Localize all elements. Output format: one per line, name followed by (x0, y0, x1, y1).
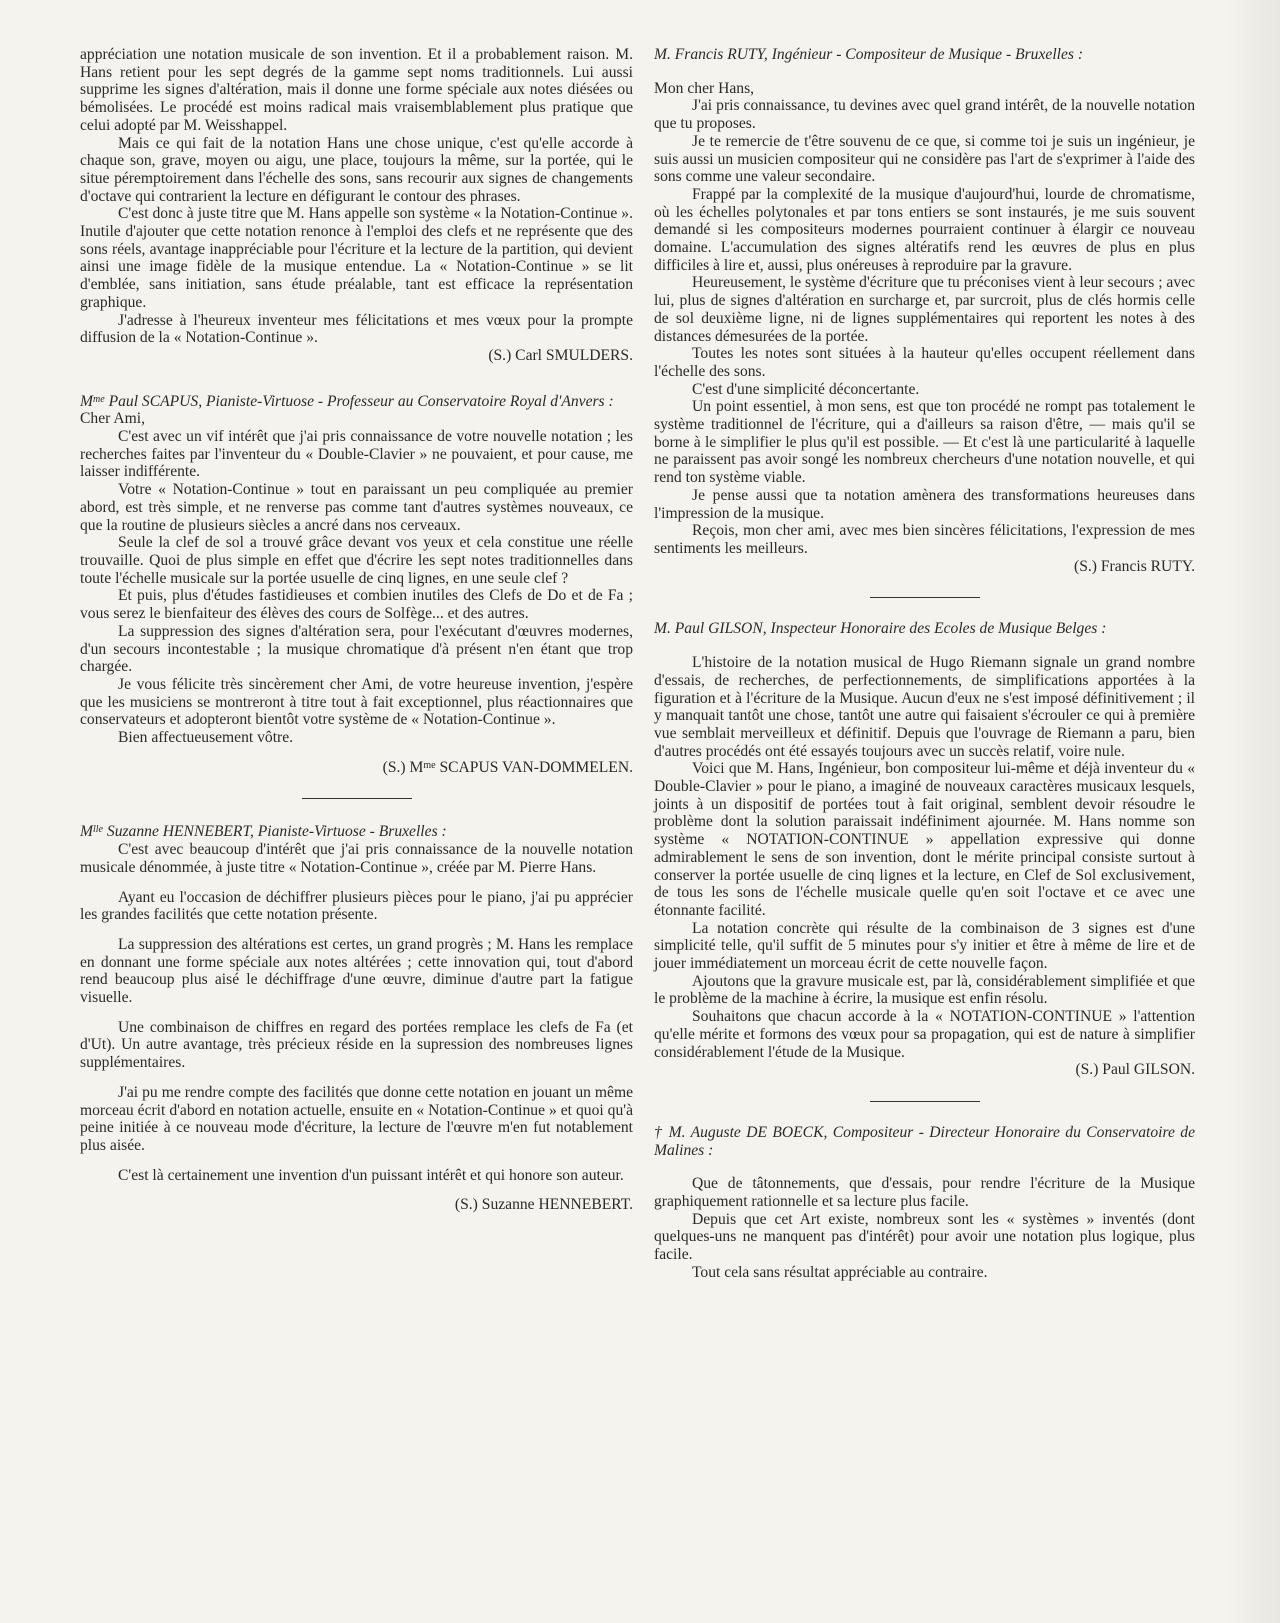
paragraph: C'est là certainement une invention d'un puissant intérêt et qui honore son auteur. (118, 1166, 624, 1184)
paragraph: Toutes les notes sont situées à la hauteur qu'elles occupent réellement dans l'échelle des sons. (654, 345, 1195, 380)
paragraph: Je pense aussi que ta notation amènera des transformations heureuses dans l'impression de la musique. (654, 486, 1195, 522)
right-column (654, 46, 1195, 1282)
paragraph: Je vous félicite très sincèrement cher Ami, de votre heureuse invention, j'espère que les musiciens se montreront à titre tout à fait exceptionnel, plus réactionnaires que conservateurs et adopteront bientôt votre système de « Notation-Continue ». (80, 675, 633, 729)
signature: (S.) Carl SMULDERS. (488, 346, 633, 364)
paragraph: La notation concrète qui résulte de la combinaison de 3 signes est d'une simplicité telle, qu'il suffit de 5 minutes pour s'y initier et être à même de lire et de jouer immédiatement un morceau écrit de cette nouvelle façon. (654, 919, 1195, 973)
signature: (S.) Suzanne HENNEBERT. (454, 1196, 633, 1214)
salutation: Mon cher Hans, (654, 79, 755, 97)
paragraph: J'adresse à l'heureux inventeur mes félicitations et mes vœux pour la prompte diffusion de la « Notation-Continue ». (80, 311, 633, 347)
paragraph: C'est avec beaucoup d'intérêt que j'ai pris connaissance de la nouvelle notation musicale dénommée, à juste titre « Notation-Continue », créée par M. Pierre Hans. (80, 841, 633, 876)
paragraph: J'ai pu me rendre compte des facilités que donne cette notation en jouant un même morceau écrit d'abord en notation actuelle, ensuite en « Notation-Continue » et quoi qu'à peine initiée à ce nouveau mode d'écriture, la lecture de l'œuvre m'en fut notablement plus aisée. (80, 1083, 633, 1154)
paragraph: Seule la clef de sol a trouvé grâce devant vos yeux et cela constitue une réelle trouvaille. Quoi de plus simple en effet que d'écrire les sept notes traditionnelles dans toute l'échelle musicale sur la portée usuelle de cinq lignes, en une seule clef ? (80, 534, 633, 587)
letter-heading-scapus: $M^{me}$ Paul SCAPUS, Pianiste-Virtuose - Professeur au Conservatoire Royal d'Anvers : (80, 392, 614, 410)
paragraph: C'est d'une simplicité déconcertante. (692, 380, 920, 398)
paragraph: L'histoire de la notation musical de Hugo Riemann signale un grand nombre d'essais, de recherches, de perfectionnements, de simplifications apportées à la figuration et à l'écriture de la Musique. Aucun d'eux ne s'est imposé définitivement ; il y manquait tantôt une chose, tantôt une autre qui faisaient s'écrouler ce qui à première vue semblait merveilleux et définitif. Depuis que l'ouvrage de Riemann a paru, bien d'autres procédés ont été essayés toujours avec un succès relatif, voire nule. (654, 654, 1195, 760)
signature: (S.) Paul GILSON. (1075, 1061, 1195, 1079)
paragraph: C'est avec un vif intérêt que j'ai pris connaissance de votre nouvelle notation ; les recherches faites par l'inventeur du « Double-Clavier » ne pouvaient, et pour cause, me laisser indifférente. (80, 428, 633, 481)
paragraph: Un point essentiel, à mon sens, est que ton procédé ne rompt pas totalement le système traditionnel de l'écriture, qui a d'ailleurs sa raison d'être, — mais qu'il se borne à le simplifier le plus qu'il est possible. — Et c'est là une particularité à laquelle ne paraissent pas avoir songé les nombreux chercheurs d'une notation nouvelle, et qui rend ton système viable. (654, 398, 1195, 487)
letter-heading-ruty: M. Francis RUTY, Ingénieur - Compositeur de Musique - Bruxelles : (654, 46, 1084, 63)
paragraph: Ajoutons que la gravure musicale est, par là, considérablement simplifiée et que le problème de la machine à écrire, la musique est enfin résolu. (654, 972, 1195, 1008)
letter-heading-hennebert: $M^{lle}$ Suzanne HENNEBERT, Pianiste-Virtuose - Bruxelles : (80, 823, 447, 841)
paragraph: Je te remercie de t'être souvenu de ce que, si comme toi je suis un ingénieur, je suis aussi un musicien compositeur qui ne considère pas l'art de s'exprimer à l'aide des sons comme une valeur secondaire. (654, 132, 1195, 186)
section-divider (870, 1101, 980, 1102)
salutation: Cher Ami, (80, 410, 145, 428)
paragraph: Et puis, plus d'études fastidieuses et combien inutiles des Clefs de Do et de Fa ; vous serez le bienfaiteur des élèves des cours de Solfège... et des autres. (80, 587, 633, 623)
paragraph: La suppression des signes d'altération sera, pour l'exécutant d'œuvres modernes, d'un secours incontestable ; la musique chromatique d'à présent n'en étant que trop chargée. (80, 622, 633, 676)
letter-heading-gilson: M. Paul GILSON, Inspecteur Honoraire des Ecoles de Musique Belges : (654, 620, 1107, 638)
paragraph: Voici que M. Hans, Ingénieur, bon compositeur lui-même et déjà inventeur du « Double-Clavier » pour le piano, a imaginé de nouveaux caractères musicaux lesquels, joints à un dispositif de portées tout à fait original, semblent devoir résoudre le problème dont la solution paraissait indéfiniment ajournée. M. Hans nomme son système « NOTATION-CONTINUE » appellation expressive qui donne admirablement le sens de son invention, dont le mérite principal consiste surtout à conserver la portée usuelle de cinq lignes et la lecture, en Clef de Sol exclusivement, de tous les sons de l'échelle musicale quelle qu'en soit l'octave et ce avec une étonnante facilité. (654, 760, 1195, 919)
paragraph: Ayant eu l'occasion de déchiffrer plusieurs pièces pour le piano, j'ai pu apprécier les grandes facilités que cette notation présente. (80, 888, 633, 924)
left-column (80, 46, 633, 1214)
paragraph: Une combinaison de chiffres en regard des portées remplace les clefs de Fa (et d'Ut). Un autre avantage, très précieux réside en la supression des nombreuses lignes supplémentaires. (80, 1018, 633, 1072)
section-divider (302, 798, 412, 799)
paragraph: Tout cela sans résultat appréciable au contraire. (692, 1263, 988, 1281)
section-divider (870, 597, 980, 598)
paragraph: C'est donc à juste titre que M. Hans appelle son système « la Notation-Continue ». Inutile d'ajouter que cette notation renonce à l'emploi des clefs et ne représente que des sons réels, avantage inappréciable pour l'écriture et la lecture de la partition, qui devient ainsi une image fidèle de la musique entendue. La « Notation-Continue » se lit d'emblée, sans initiation, sans étude préalable, tant est efficace la représentation graphique. (80, 205, 633, 311)
paragraph: Depuis que cet Art existe, nombreux sont les « systèmes » inventés (dont quelques-uns ne manquent pas d'intérêt) pour avoir une notation plus logique, plus facile. (654, 1210, 1195, 1264)
paragraph: Reçois, mon cher ami, avec mes bien sincères félicitations, l'expression de mes sentiments les meilleurs. (654, 522, 1195, 557)
paragraph: J'ai pris connaissance, tu devines avec quel grand intérêt, de la nouvelle notation que tu proposes. (654, 97, 1195, 133)
paragraph: appréciation une notation musicale de son invention. Et il a probablement raison. M. Hans retient pour les sept degrés de la gamme sept noms traditionnels. Lui aussi supprime les signes d'altération, mais il donne une forme spéciale aux notes diésées ou bémolisées. Le procédé est moins radical mais vraisemblablement plus pratique que celui adopté par M. Weisshappel. (80, 46, 633, 134)
signature: (S.) $M^{me}$ SCAPUS VAN-DOMMELEN. (382, 758, 633, 776)
paragraph: La suppression des altérations est certes, un grand progrès ; M. Hans les remplace en donnant une forme spéciale aux notes altérées ; cette innovation qui, tout d'abord rend beaucoup plus aisé le déchiffrage d'une œuvre, diminue d'autre part la fatigue visuelle. (80, 935, 633, 1007)
paragraph: Souhaitons que chacun accorde à la « NOTATION-CONTINUE » l'attention qu'elle mérite et formons des vœux pour sa propagation, qui est de nature à simplifier considérablement l'étude de la Musique. (654, 1008, 1195, 1061)
paragraph: Que de tâtonnements, que d'essais, pour rendre l'écriture de la Musique graphiquement rationnelle et sa lecture plus facile. (654, 1175, 1195, 1211)
paragraph: Frappé par la complexité de la musique d'aujourd'hui, lourde de chromatisme, où les échelles polytonales et par tons entiers se sont instaurés, je me suis souvent demandé si les compositeurs modernes pourraient continuer à élargir ce nouveau domaine. L'accumulation des signes altératifs rend les œuvres de plus en plus difficiles à lire et, aussi, plus onéreuses à reproduire par la gravure. (654, 185, 1195, 274)
signature: (S.) Francis RUTY. (1074, 557, 1195, 575)
page-fold-shadow (1228, 0, 1280, 1623)
letter-heading-deboeck: † M. Auguste DE BOECK, Compositeur - Directeur Honoraire du Conservatoire de Malines : (654, 1123, 1195, 1159)
paragraph: Heureusement, le système d'écriture que tu préconises vient à leur secours ; avec lui, plus de signes d'altération en surcharge et, par surcroit, plus de clés hormis celle de sol deuxième ligne, ni de lignes supplémentaires qui reportent les notes à des distances démesurées de la portée. (654, 274, 1195, 345)
paragraph: Votre « Notation-Continue » tout en paraissant un peu compliquée au premier abord, est très simple, et ne renverse pas comme tant d'autres systèmes nouveaux, ce que la routine de plusieurs siècles a ancré dans nos cerveaux. (80, 481, 633, 534)
paragraph: Bien affectueusement vôtre. (118, 729, 294, 747)
paragraph: Mais ce qui fait de la notation Hans une chose unique, c'est qu'elle accorde à chaque son, grave, moyen ou aigu, une place, toujours la même, sur la portée, qui le situe péremptoirement dans l'échelle des sons, sans recourir aux signes de changements d'octave qui contrarient la lecture en défigurant le contour des phrases. (80, 134, 633, 205)
